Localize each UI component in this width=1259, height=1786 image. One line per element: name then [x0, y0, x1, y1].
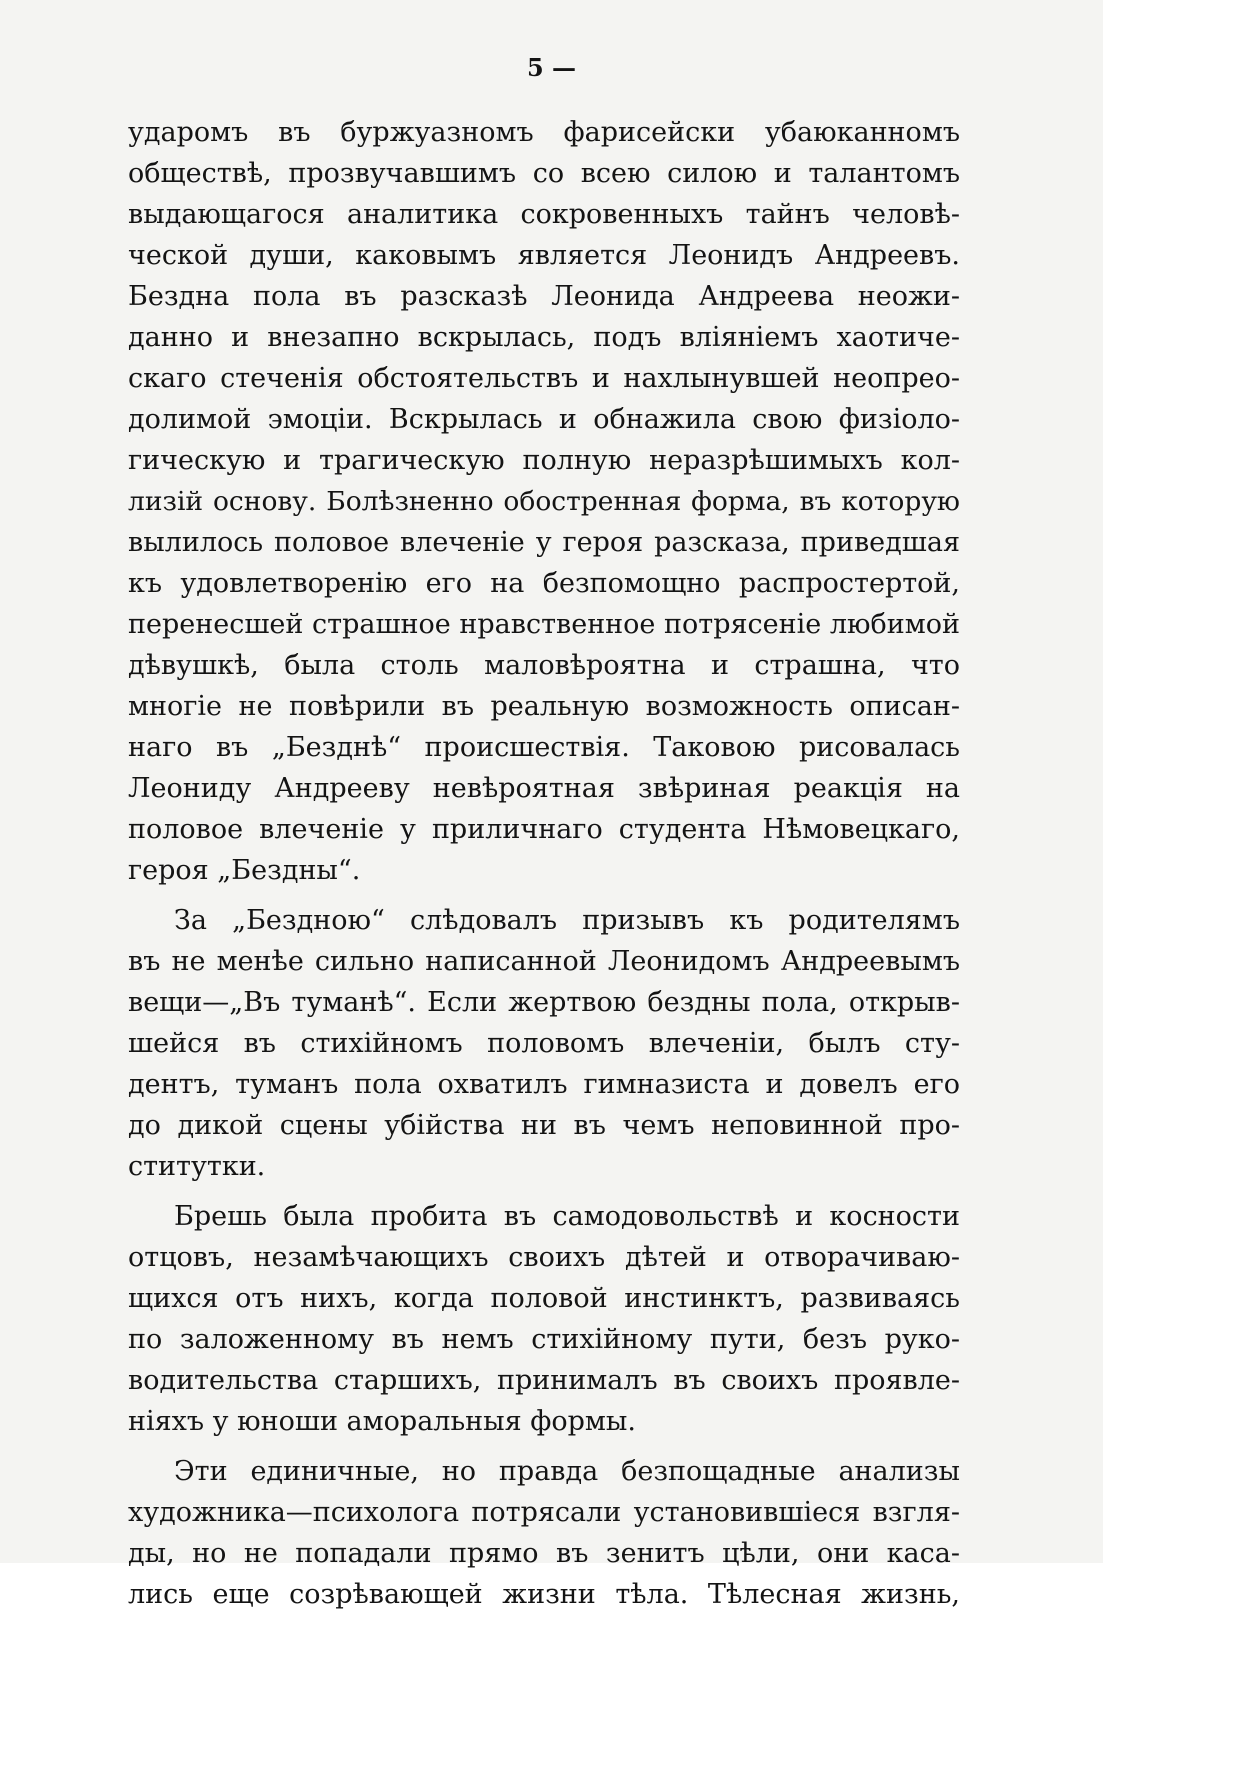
- paragraph-gap: [128, 1187, 960, 1196]
- text-line: многіе не повѣрили въ реальную возможность описан-: [128, 691, 960, 722]
- paragraph: [128, 900, 960, 1187]
- text-line: по заложенному въ немъ стихійному пути, безъ руко-: [128, 1324, 960, 1355]
- text-line: ніяхъ у юноши аморальныя формы.: [128, 1406, 636, 1437]
- text-line: водительства старшихъ, принималъ въ своихъ проявле-: [128, 1365, 960, 1396]
- text-line: до дикой сцены убійства ни въ чемъ неповинной про-: [128, 1110, 960, 1141]
- text-line: ударомъ въ буржуазномъ фарисейски убаюканномъ: [128, 117, 960, 148]
- text-line: ститутки.: [128, 1151, 266, 1182]
- text-line: наго въ „Безднѣ“ происшествія. Таковою рисовалась: [128, 732, 960, 763]
- text-line: Леониду Андрееву невѣроятная звѣриная реакція на: [128, 773, 960, 804]
- text-line: половое влеченіе у приличнаго студента Нѣмовецкаго,: [128, 814, 960, 845]
- paragraph: [128, 1451, 960, 1615]
- text-line: перенесшей страшное нравственное потрясеніе любимой: [128, 609, 960, 640]
- paragraph: [128, 1196, 960, 1442]
- text-line: Бездна пола въ разсказѣ Леонида Андреева неожи-: [128, 281, 960, 312]
- text-line: шейся въ стихійномъ половомъ влеченіи, былъ сту-: [128, 1028, 960, 1059]
- paragraph-gap: [128, 891, 960, 900]
- text-line: выдающагося аналитика сокровенныхъ тайнъ человѣ-: [128, 199, 960, 230]
- text-line: художника—психолога потрясали установившіеся взгля-: [128, 1497, 960, 1528]
- text-line: вылилось половое влеченіе у героя разсказа, приведшая: [128, 527, 960, 558]
- paragraph: [128, 112, 960, 891]
- paragraph-gap: [128, 1442, 960, 1451]
- text-line: скаго стеченія обстоятельствъ и нахлынувшей неопрео-: [128, 363, 960, 394]
- text-line: долимой эмоціи. Вскрылась и обнажила свою физіоло-: [128, 404, 960, 435]
- text-line: данно и внезапно вскрылась, подъ вліяніемъ хаотиче-: [128, 322, 960, 353]
- text-line: За „Бездною“ слѣдовалъ призывъ къ родителямъ: [174, 905, 960, 936]
- text-line: Брешь была пробита въ самодовольствѣ и косности: [174, 1201, 960, 1232]
- text-line: гическую и трагическую полную неразрѣшимыхъ кол-: [128, 445, 960, 476]
- text-line: Эти единичные, но правда безпощадные анализы: [174, 1456, 960, 1487]
- text-line: лись еще созрѣвающей жизни тѣла. Тѣлесная жизнь,: [128, 1579, 960, 1610]
- text-line: вещи—„Въ туманѣ“. Если жертвою бездны пола, открыв-: [128, 987, 960, 1018]
- text-line: лизій основу. Болѣзненно обостренная форма, въ которую: [128, 486, 960, 517]
- text-line: дѣвушкѣ, была столь маловѣроятна и страшна, что: [128, 650, 960, 681]
- text-line: въ не менѣе сильно написанной Леонидомъ Андреевымъ: [128, 946, 960, 977]
- page-number: 5 —: [526, 53, 577, 82]
- text-line: героя „Бездны“.: [128, 855, 361, 886]
- body-text: [128, 112, 960, 1615]
- text-line: отцовъ, незамѣчающихъ своихъ дѣтей и отворачиваю-: [128, 1242, 960, 1273]
- text-line: ческой души, каковымъ является Леонидъ Андреевъ.: [128, 240, 960, 271]
- text-line: ды, но не попадали прямо въ зенитъ цѣли, они каса-: [128, 1538, 960, 1569]
- text-line: обществѣ, прозвучавшимъ со всею силою и талантомъ: [128, 158, 960, 189]
- text-line: щихся отъ нихъ, когда половой инстинктъ, развиваясь: [128, 1283, 960, 1314]
- text-line: къ удовлетворенію его на безпомощно распростертой,: [128, 568, 960, 599]
- text-line: дентъ, туманъ пола охватилъ гимназиста и довелъ его: [128, 1069, 960, 1100]
